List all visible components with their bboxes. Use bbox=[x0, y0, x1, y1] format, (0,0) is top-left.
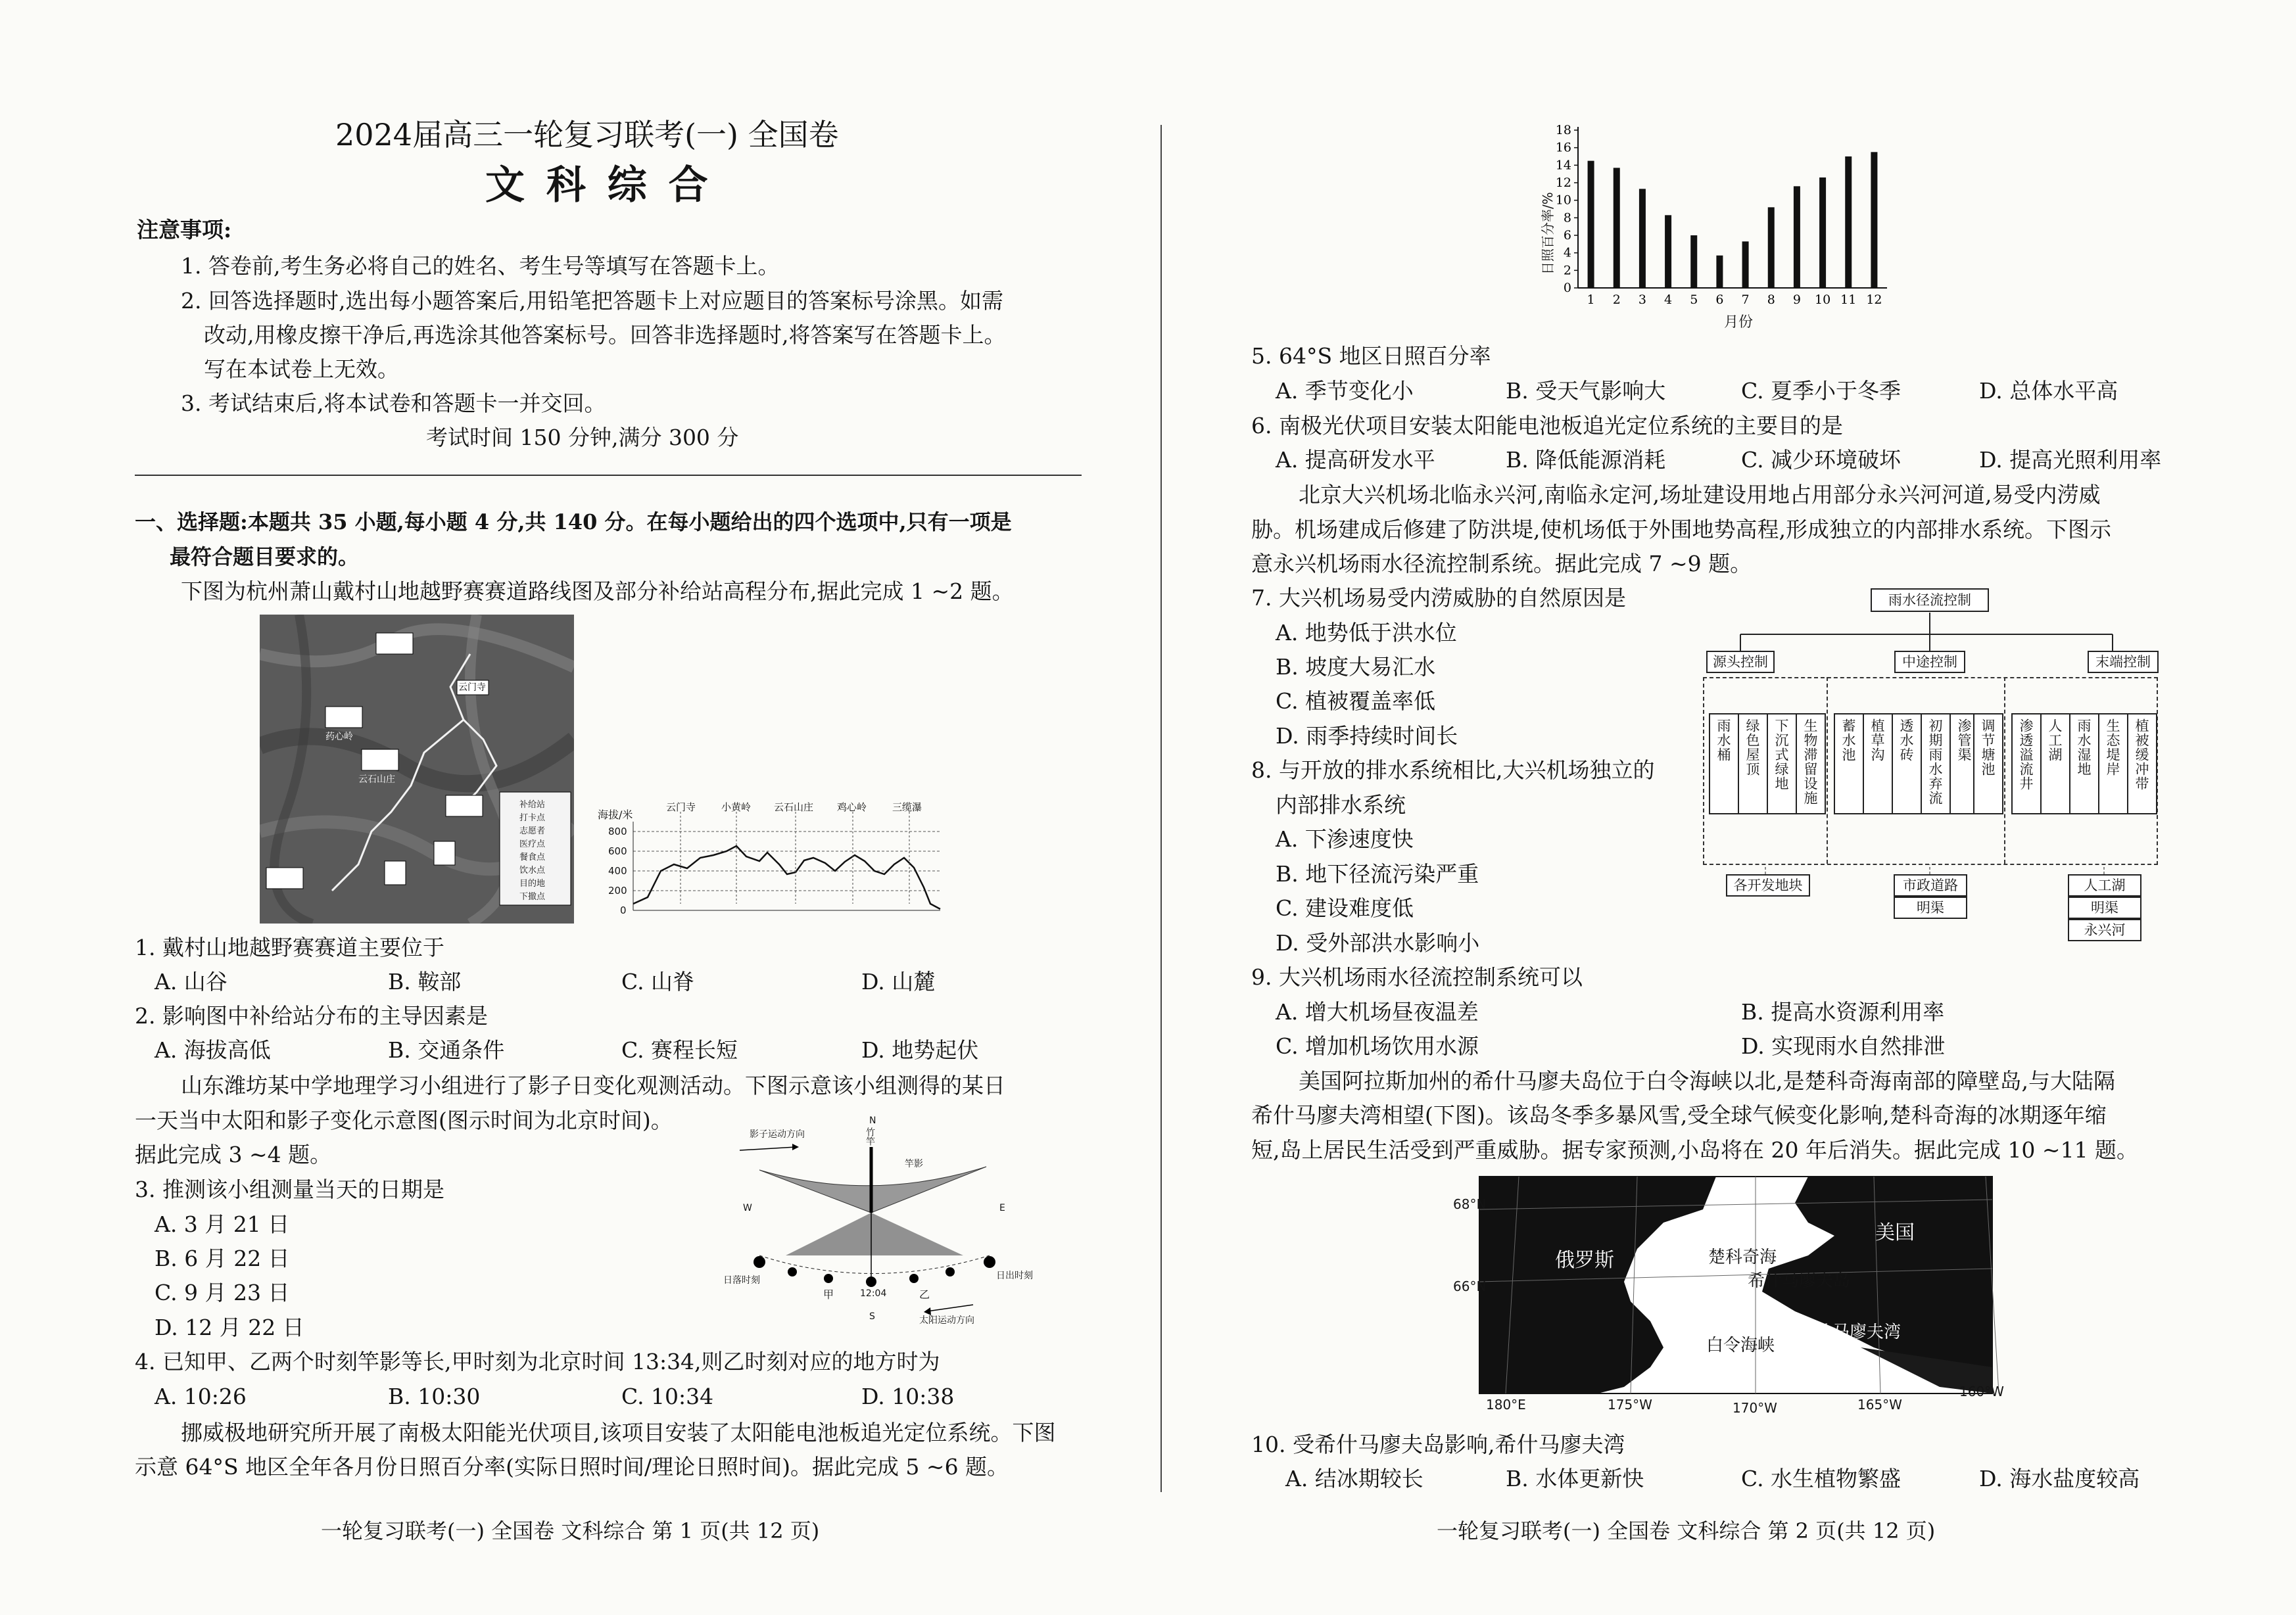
profile-ytick-600: 600 bbox=[608, 845, 627, 857]
chart-x-tick-label: 10 bbox=[1814, 293, 1831, 307]
legend-5: 餐食点 bbox=[519, 853, 546, 862]
q5-stem: 5. 64°S 地区日照百分率 bbox=[1251, 343, 1491, 369]
flow-cell-10: 调节塘池 bbox=[1973, 713, 2003, 814]
chart-x-tick-label: 8 bbox=[1767, 293, 1775, 307]
profile-ytick-400: 400 bbox=[608, 865, 627, 877]
sunshine-chart-svg bbox=[1539, 124, 1907, 340]
page-divider bbox=[1160, 125, 1162, 1492]
q4-option-a[interactable]: A. 10:26 bbox=[155, 1384, 247, 1409]
chart-x-tick-label: 7 bbox=[1741, 293, 1750, 307]
sunshine-chart bbox=[1539, 124, 1907, 340]
map2-russia: 俄罗斯 bbox=[1555, 1249, 1614, 1272]
chart-x-tick-label: 1 bbox=[1587, 293, 1595, 307]
chart-y-tick-label: 2 bbox=[1563, 263, 1571, 278]
flow-cell-2: 绿色屋顶 bbox=[1738, 713, 1768, 814]
map2-bay: 希什马廖夫湾 bbox=[1798, 1322, 1901, 1342]
flow-bottom-river: 永兴河 bbox=[2068, 919, 2141, 941]
chart-y-tick-label: 4 bbox=[1563, 245, 1571, 260]
q8-option-b[interactable]: B. 地下径流污染严重 bbox=[1276, 861, 1479, 887]
notice-1: 1. 答卷前,考生务必将自己的姓名、考生号等填写在答题卡上。 bbox=[181, 253, 780, 279]
chart-x-tick-label: 12 bbox=[1866, 293, 1882, 307]
chart-x-tick-label: 6 bbox=[1715, 293, 1724, 307]
q5-option-d[interactable]: D. 总体水平高 bbox=[1979, 378, 2118, 404]
q6-option-c[interactable]: C. 减少环境破坏 bbox=[1741, 447, 1901, 473]
q6-stem: 6. 南极光伏项目安装太阳能电池板追光定位系统的主要目的是 bbox=[1251, 413, 1843, 438]
flow-bottom-roads: 市政道路 bbox=[1894, 874, 1967, 897]
chart-x-tick-label: 2 bbox=[1612, 293, 1621, 307]
notice-3: 3. 考试结束后,将本试卷和答题卡一并交回。 bbox=[181, 390, 606, 416]
intro-q10-11-cont: 希什马廖夫湾相望(下图)。该岛冬季多暴风雪,受全球气候变化影响,楚科奇海的冰期逐年缩 bbox=[1251, 1102, 2107, 1128]
map2-lon-170: 170°W bbox=[1733, 1400, 1777, 1416]
profile-ytick-800: 800 bbox=[608, 826, 627, 837]
pole-label: 竹竿 bbox=[865, 1127, 875, 1146]
chart-y-tick-label: 6 bbox=[1563, 228, 1571, 243]
chart-bar bbox=[1794, 186, 1800, 288]
flow-group-midway: 中途控制 bbox=[1894, 651, 1965, 673]
north-label: N bbox=[869, 1115, 876, 1126]
q9-option-b[interactable]: B. 提高水资源利用率 bbox=[1741, 999, 1945, 1025]
q1-option-d[interactable]: D. 山麓 bbox=[861, 969, 936, 995]
noon-label: 12:04 bbox=[860, 1288, 887, 1299]
q5-option-b[interactable]: B. 受天气影响大 bbox=[1506, 378, 1666, 404]
q8-stem: 8. 与开放的排水系统相比,大兴机场独立的 bbox=[1251, 757, 1655, 783]
flow-bottom-plots: 各开发地块 bbox=[1726, 874, 1810, 897]
chart-y-tick-label: 16 bbox=[1555, 140, 1571, 155]
q7-option-d[interactable]: D. 雨季持续时间长 bbox=[1276, 723, 1458, 749]
chart-x-tick-label: 3 bbox=[1638, 293, 1646, 307]
q8-option-d[interactable]: D. 受外部洪水影响小 bbox=[1276, 930, 1480, 956]
q1-option-b[interactable]: B. 鞍部 bbox=[388, 969, 462, 995]
west-label: W bbox=[743, 1203, 752, 1213]
q10-stem: 10. 受希什马廖夫岛影响,希什马廖夫湾 bbox=[1251, 1432, 1625, 1457]
q8-option-c[interactable]: C. 建设难度低 bbox=[1276, 895, 1414, 921]
elevation-profile bbox=[595, 799, 950, 924]
yi-label: 乙 bbox=[919, 1288, 930, 1301]
flow-cell-7: 透水砖 bbox=[1892, 713, 1922, 814]
intro-q7-9: 北京大兴机场北临永兴河,南临永定河,场址建设用地占用部分永兴河河道,易受内涝威 bbox=[1299, 482, 2101, 507]
jia-label: 甲 bbox=[823, 1288, 834, 1301]
q5-option-c[interactable]: C. 夏季小于冬季 bbox=[1741, 378, 1901, 404]
q6-option-d[interactable]: D. 提高光照利用率 bbox=[1979, 447, 2162, 473]
q7-stem: 7. 大兴机场易受内涝威胁的自然原因是 bbox=[1251, 585, 1626, 611]
runoff-control-diagram bbox=[1700, 585, 2160, 938]
q2-option-c[interactable]: C. 赛程长短 bbox=[621, 1037, 738, 1063]
map-place-yunshi: 云石山庄 bbox=[358, 774, 395, 785]
map-place-yunmensi: 云门寺 bbox=[458, 682, 486, 693]
legend-8: 下撤点 bbox=[519, 892, 546, 902]
profile-ytick-0: 0 bbox=[620, 904, 627, 916]
map2-island: 希什马廖夫岛 bbox=[1748, 1271, 1851, 1291]
chart-xlabel: 月份 bbox=[1724, 314, 1754, 331]
profile-peak-5: 三缆瀑 bbox=[892, 801, 922, 813]
flow-cell-13: 雨水湿地 bbox=[2069, 713, 2099, 814]
chart-x-tick-label: 4 bbox=[1664, 293, 1673, 307]
flow-bottom-lake: 人工湖 bbox=[2068, 874, 2141, 897]
sun-direction-label: 太阳运动方向 bbox=[919, 1315, 974, 1326]
map2-lon-175: 175°W bbox=[1608, 1397, 1652, 1413]
q2-option-d[interactable]: D. 地势起伏 bbox=[861, 1037, 979, 1063]
shadow-direction-label: 影子运动方向 bbox=[750, 1129, 805, 1140]
flow-dash-sep-2 bbox=[2004, 677, 2005, 864]
chart-bar bbox=[1845, 156, 1852, 288]
q4-option-b[interactable]: B. 10:30 bbox=[388, 1384, 481, 1409]
q2-stem: 2. 影响图中补给站分布的主导因素是 bbox=[135, 1003, 488, 1029]
notice-heading: 注意事项: bbox=[137, 217, 232, 243]
divider-line bbox=[135, 475, 1082, 476]
chart-y-tick-label: 8 bbox=[1563, 210, 1571, 225]
q3-stem: 3. 推测该小组测量当天的日期是 bbox=[135, 1177, 444, 1202]
right-footer: 一轮复习联考(一) 全国卷 文科综合 第 2 页(共 12 页) bbox=[1437, 1518, 1936, 1543]
intro-q1-2: 下图为杭州萧山戴村山地越野赛赛道路线图及部分补给站高程分布,据此完成 1 ~2 题。 bbox=[181, 578, 1014, 604]
map2-lon-160: 160°W bbox=[1959, 1384, 2004, 1399]
legend-2: 打卡点 bbox=[519, 813, 546, 823]
q2-option-a[interactable]: A. 海拔高低 bbox=[155, 1037, 271, 1063]
map2-lon-165: 165°W bbox=[1857, 1397, 1902, 1413]
q9-option-a[interactable]: A. 增大机场昼夜温差 bbox=[1276, 999, 1479, 1025]
chart-x-tick-label: 5 bbox=[1690, 293, 1698, 307]
chart-bar bbox=[1742, 241, 1749, 288]
chart-x-tick-label: 11 bbox=[1840, 293, 1857, 307]
flow-dash-sep-1 bbox=[1827, 677, 1828, 864]
chart-y-tick-label: 18 bbox=[1555, 124, 1571, 137]
section-heading: 一、选择题:本题共 35 小题,每小题 4 分,共 140 分。在每小题给出的四个选项中,只有一项是 bbox=[135, 509, 1012, 534]
q4-stem: 4. 已知甲、乙两个时刻竿影等长,甲时刻为北京时间 13:34,则乙时刻对应的地方时为 bbox=[135, 1349, 940, 1374]
q3-option-c[interactable]: C. 9 月 23 日 bbox=[155, 1280, 290, 1305]
q1-option-a[interactable]: A. 山谷 bbox=[155, 969, 227, 995]
map2-lat-68: 68°N bbox=[1453, 1196, 1487, 1212]
intro-q5-6: 挪威极地研究所开展了南极太阳能光伏项目,该项目安装了太阳能电池板追光定位系统。下图 bbox=[181, 1420, 1056, 1445]
map2-strait: 白令海峡 bbox=[1706, 1336, 1775, 1355]
q9-stem: 9. 大兴机场雨水径流控制系统可以 bbox=[1251, 964, 1583, 990]
chart-y-tick-label: 0 bbox=[1563, 281, 1571, 295]
q1-stem: 1. 戴村山地越野赛赛道主要位于 bbox=[135, 935, 444, 960]
flow-cell-11: 渗透溢流井 bbox=[2011, 713, 2042, 814]
chart-bar bbox=[1690, 235, 1697, 288]
profile-ylabel: 海拔/米 bbox=[598, 808, 633, 821]
q10-option-d[interactable]: D. 海水盐度较高 bbox=[1979, 1466, 2140, 1491]
intro-q7-9-cont: 胁。机场建成后修建了防洪堤,使机场低于外围地势高程,形成独立的内部排水系统。下图示 bbox=[1251, 517, 2111, 542]
map-place-yaoxinling: 药心岭 bbox=[325, 732, 353, 742]
q8-option-a[interactable]: A. 下渗速度快 bbox=[1276, 826, 1414, 852]
map2-lat-66: 66°N bbox=[1453, 1278, 1487, 1294]
q6-option-b[interactable]: B. 降低能源消耗 bbox=[1506, 447, 1666, 473]
flow-cell-3: 下沉式绿地 bbox=[1767, 713, 1797, 814]
q5-option-a[interactable]: A. 季节变化小 bbox=[1276, 378, 1414, 404]
flow-cell-4: 生物滞留设施 bbox=[1796, 713, 1826, 814]
sun-shadow-diagram bbox=[710, 1115, 1052, 1331]
legend-1: 补给站 bbox=[519, 800, 546, 810]
flow-root: 雨水径流控制 bbox=[1871, 588, 1989, 612]
south-label: S bbox=[869, 1311, 875, 1322]
chart-y-tick-label: 12 bbox=[1555, 176, 1571, 190]
q10-option-a[interactable]: A. 结冰期较长 bbox=[1285, 1466, 1423, 1491]
q8-stem-cont: 内部排水系统 bbox=[1276, 792, 1406, 818]
q4-option-c[interactable]: C. 10:34 bbox=[621, 1384, 714, 1409]
bering-map bbox=[1453, 1170, 2005, 1420]
profile-peak-4: 鸡心岭 bbox=[837, 801, 867, 813]
legend-7: 目的地 bbox=[519, 879, 546, 889]
chart-bar bbox=[1716, 256, 1723, 288]
map2-lon-180: 180°E bbox=[1486, 1397, 1526, 1413]
q1-option-c[interactable]: C. 山脊 bbox=[621, 969, 695, 995]
chart-ylabel: 日照百分率/% bbox=[1540, 192, 1556, 275]
q3-option-b[interactable]: B. 6 月 22 日 bbox=[155, 1246, 290, 1271]
exam-time: 考试时间 150 分钟,满分 300 分 bbox=[426, 425, 739, 450]
profile-peak-1: 云门寺 bbox=[666, 801, 696, 813]
flow-bottom-canal-2: 明渠 bbox=[2068, 897, 2141, 919]
flow-cell-9: 渗管渠 bbox=[1949, 713, 1980, 814]
notice-2-cont: 改动,用橡皮擦干净后,再选涂其他答案标号。回答非选择题时,将答案写在答题卡上。 bbox=[204, 322, 1006, 348]
chart-bar bbox=[1819, 177, 1826, 288]
legend-6: 饮水点 bbox=[519, 866, 546, 876]
sunset-label: 日落时刻 bbox=[723, 1275, 760, 1286]
q2-option-b[interactable]: B. 交通条件 bbox=[388, 1037, 505, 1063]
notice-2: 2. 回答选择题时,选出每小题答案后,用铅笔把答题卡上对应题目的答案标号涂黑。如需 bbox=[181, 288, 1003, 314]
trail-map bbox=[260, 615, 574, 924]
left-footer: 一轮复习联考(一) 全国卷 文科综合 第 1 页(共 12 页) bbox=[321, 1518, 820, 1543]
flow-bottom-canal: 明渠 bbox=[1894, 897, 1967, 919]
intro-q3-4-cont2: 据此完成 3 ~4 题。 bbox=[135, 1142, 332, 1167]
intro-q7-9-cont2: 意永兴机场雨水径流控制系统。据此完成 7 ~9 题。 bbox=[1251, 551, 1752, 576]
flow-cell-1: 雨水桶 bbox=[1709, 713, 1739, 814]
q7-option-b[interactable]: B. 坡度大易汇水 bbox=[1276, 654, 1436, 680]
q7-option-a[interactable]: A. 地势低于洪水位 bbox=[1276, 620, 1457, 645]
q7-option-c[interactable]: C. 植被覆盖率低 bbox=[1276, 688, 1436, 714]
chart-y-tick-label: 10 bbox=[1555, 193, 1571, 208]
flow-cell-12: 人工湖 bbox=[2040, 713, 2070, 814]
intro-q10-11-cont2: 短,岛上居民生活受到严重威胁。据专家预测,小岛将在 20 年后消失。据此完成 10 ~11 题。 bbox=[1251, 1137, 2139, 1163]
exam-title: 2024届高三一轮复习联考(一) 全国卷 bbox=[335, 117, 839, 152]
intro-q5-6-cont: 示意 64°S 地区全年各月份日照百分率(实际日照时间/理论日照时间)。据此完成 5 ~6 题。 bbox=[135, 1454, 1009, 1480]
sunrise-label: 日出时刻 bbox=[996, 1271, 1033, 1281]
q9-option-d[interactable]: D. 实现雨水自然排泄 bbox=[1741, 1033, 1946, 1059]
intro-q3-4: 山东潍坊某中学地理学习小组进行了影子日变化观测活动。下图示意该小组测得的某日 bbox=[181, 1073, 1005, 1098]
flow-cell-14: 生态堤岸 bbox=[2098, 713, 2128, 814]
q3-option-a[interactable]: A. 3 月 21 日 bbox=[155, 1211, 290, 1237]
profile-peak-3: 云石山庄 bbox=[774, 801, 814, 813]
intro-q3-4-cont: 一天当中太阳和影子变化示意图(图示时间为北京时间)。 bbox=[135, 1108, 673, 1133]
shadow-label: 竿影 bbox=[905, 1159, 923, 1169]
profile-ytick-200: 200 bbox=[608, 885, 627, 897]
q10-option-c[interactable]: C. 水生植物繁盛 bbox=[1741, 1466, 1901, 1491]
q10-option-b[interactable]: B. 水体更新快 bbox=[1506, 1466, 1644, 1491]
chart-bar bbox=[1639, 189, 1646, 288]
q6-option-a[interactable]: A. 提高研发水平 bbox=[1276, 447, 1435, 473]
flow-cell-6: 植草沟 bbox=[1863, 713, 1893, 814]
legend-3: 志愿者 bbox=[519, 826, 546, 836]
legend-4: 医疗点 bbox=[519, 839, 546, 849]
east-label: E bbox=[999, 1203, 1005, 1213]
q4-option-d[interactable]: D. 10:38 bbox=[861, 1384, 955, 1409]
chart-bar bbox=[1768, 207, 1775, 288]
flow-cell-15: 植被缓冲带 bbox=[2127, 713, 2157, 814]
profile-peak-2: 小黄岭 bbox=[721, 801, 752, 813]
chart-y-tick-label: 14 bbox=[1555, 158, 1571, 173]
flow-group-end: 末端控制 bbox=[2088, 651, 2159, 673]
flow-cell-8: 初期雨水弃流 bbox=[1921, 713, 1951, 814]
q3-option-d[interactable]: D. 12 月 22 日 bbox=[155, 1315, 304, 1340]
section-heading-cont: 最符合题目要求的。 bbox=[170, 544, 360, 569]
notice-2-cont2: 写在本试卷上无效。 bbox=[204, 356, 399, 382]
chart-bar bbox=[1665, 215, 1671, 288]
flow-cell-5: 蓄水池 bbox=[1834, 713, 1864, 814]
flow-group-source: 源头控制 bbox=[1706, 651, 1775, 673]
map2-chukchi: 楚科奇海 bbox=[1708, 1248, 1777, 1267]
map2-usa: 美国 bbox=[1875, 1221, 1915, 1244]
chart-bar bbox=[1588, 161, 1594, 288]
intro-q10-11: 美国阿拉斯加州的希什马廖夫岛位于白令海峡以北,是楚科奇海南部的障壁岛,与大陆隔 bbox=[1299, 1068, 2115, 1094]
chart-bar bbox=[1614, 168, 1620, 288]
subject-title: 文 科 综 合 bbox=[485, 162, 712, 208]
chart-x-tick-label: 9 bbox=[1792, 293, 1801, 307]
q9-option-c[interactable]: C. 增加机场饮用水源 bbox=[1276, 1033, 1479, 1059]
chart-bar bbox=[1871, 152, 1877, 288]
